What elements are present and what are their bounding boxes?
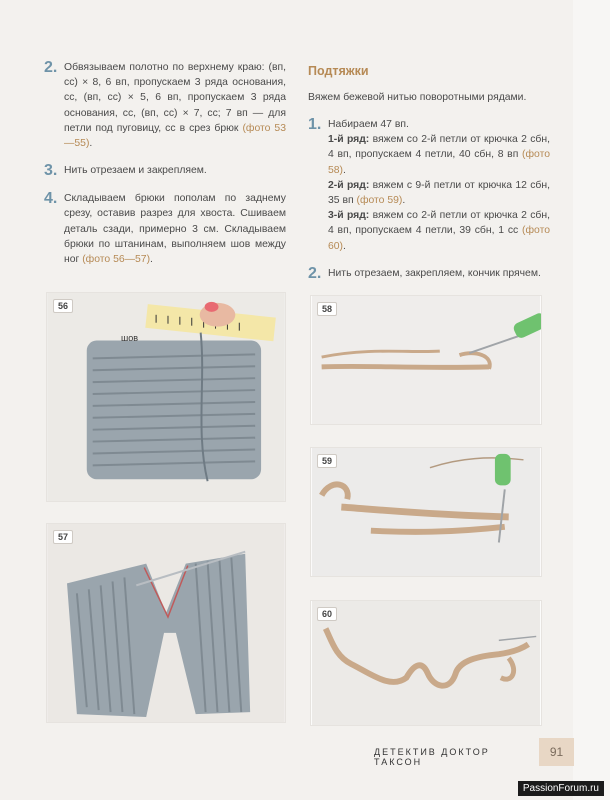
section-intro: Вяжем бежевой нитью поворотными рядами. <box>308 92 527 103</box>
photo-58 <box>310 295 542 425</box>
page-side-strip <box>573 0 610 800</box>
photo-57 <box>46 523 286 723</box>
step-4-left <box>44 191 286 267</box>
footer-book-title: ДЕТЕКТИВ ДОКТОР ТАКСОН <box>374 747 490 767</box>
seam-label: шов <box>121 333 139 343</box>
photo-reference-link: (фото 58) <box>328 149 550 176</box>
step-number: 3. <box>44 162 58 180</box>
row-2-instruction: 2-й ряд: вяжем с 9-й петли от крючка 12 сбн, 35 вп (фото 59). <box>328 179 550 207</box>
photo-reference-link: (фото 56—57) <box>82 254 151 266</box>
photo-reference-link: (фото 53—55) <box>64 122 286 150</box>
step-1-right <box>308 117 550 254</box>
photo-number-badge: 59 <box>317 454 337 468</box>
photo-56-illustration <box>47 293 285 501</box>
photo-number-badge: 57 <box>53 530 73 544</box>
step-text: Набираем 47 вп. 1-й ряд: вяжем со 2-й петли от крючка 2 сбн, 4 вп, пропускаем 4 петли, 40 сбн, 8 вп (фото 58). 2-й ряд: вяжем с 9-й петли от крючка 12 сбн, 35 вп (фото 59). 3-й ряд: вяжем со 2-й петли от крючка 2 сбн, 4 вп, пропускаем 4 петли, 39 сбн, 1 сс (фото 60). <box>328 117 550 254</box>
section-title: Подтяжки <box>308 64 369 78</box>
step-2-right <box>308 266 550 282</box>
step-2-left <box>44 60 286 151</box>
step-number: 2. <box>308 264 322 282</box>
photo-59 <box>310 447 542 577</box>
step-number: 1. <box>308 116 322 133</box>
step-text: Обвязываем полотно по верхнему краю: (вп, сс) × 8, 6 вп, пропускаем 3 ряда основания, сс, (вп, сс) × 5, 6 вп, пропускаем 3 ряда основания, сс, (вп, сс) × 7, сс; 7 вп — для петли под пуговицу, сс в срез брюк (фото 53—55). <box>64 62 286 150</box>
photo-56 <box>46 292 286 502</box>
photo-58-illustration <box>311 296 541 424</box>
photo-reference-link: (фото 60) <box>328 225 550 252</box>
photo-57-illustration <box>47 524 285 722</box>
step-text: Нить отрезаем, закрепляем, кончик прячем. <box>328 267 541 279</box>
photo-60-illustration <box>311 601 541 725</box>
page-number: 91 <box>539 738 574 766</box>
photo-60 <box>310 600 542 726</box>
step-number: 2. <box>44 59 58 76</box>
photo-number-badge: 58 <box>317 302 337 316</box>
photo-number-badge: 56 <box>53 299 73 313</box>
watermark: PassionForum.ru <box>518 781 604 796</box>
photo-59-illustration <box>311 448 541 576</box>
step-text: Складываем брюки пополам по заднему срезу, оставив разрез для хвоста. Сшиваем деталь сзади, примерно 3 см. Складываем брюки по штанинам, выполняем шов между ног (фото 56—57). <box>64 193 286 266</box>
photo-number-badge: 60 <box>317 607 337 621</box>
left-column <box>44 60 286 279</box>
step-3-left <box>44 163 286 179</box>
right-column <box>308 60 550 294</box>
row-1-instruction: 1-й ряд: вяжем со 2-й петли от крючка 2 сбн, 4 вп, пропускаем 4 петли, 40 сбн, 8 вп (фото 58). <box>328 134 551 176</box>
photo-reference-link: (фото 59) <box>356 195 403 207</box>
step-number: 4. <box>44 190 58 208</box>
row-3-instruction: 3-й ряд: вяжем со 2-й петли от крючка 2 сбн, 4 вп, пропускаем 4 петли, 39 сбн, 1 сс (фото 60). <box>328 210 551 252</box>
step-text: Нить отрезаем и закрепляем. <box>64 165 207 177</box>
